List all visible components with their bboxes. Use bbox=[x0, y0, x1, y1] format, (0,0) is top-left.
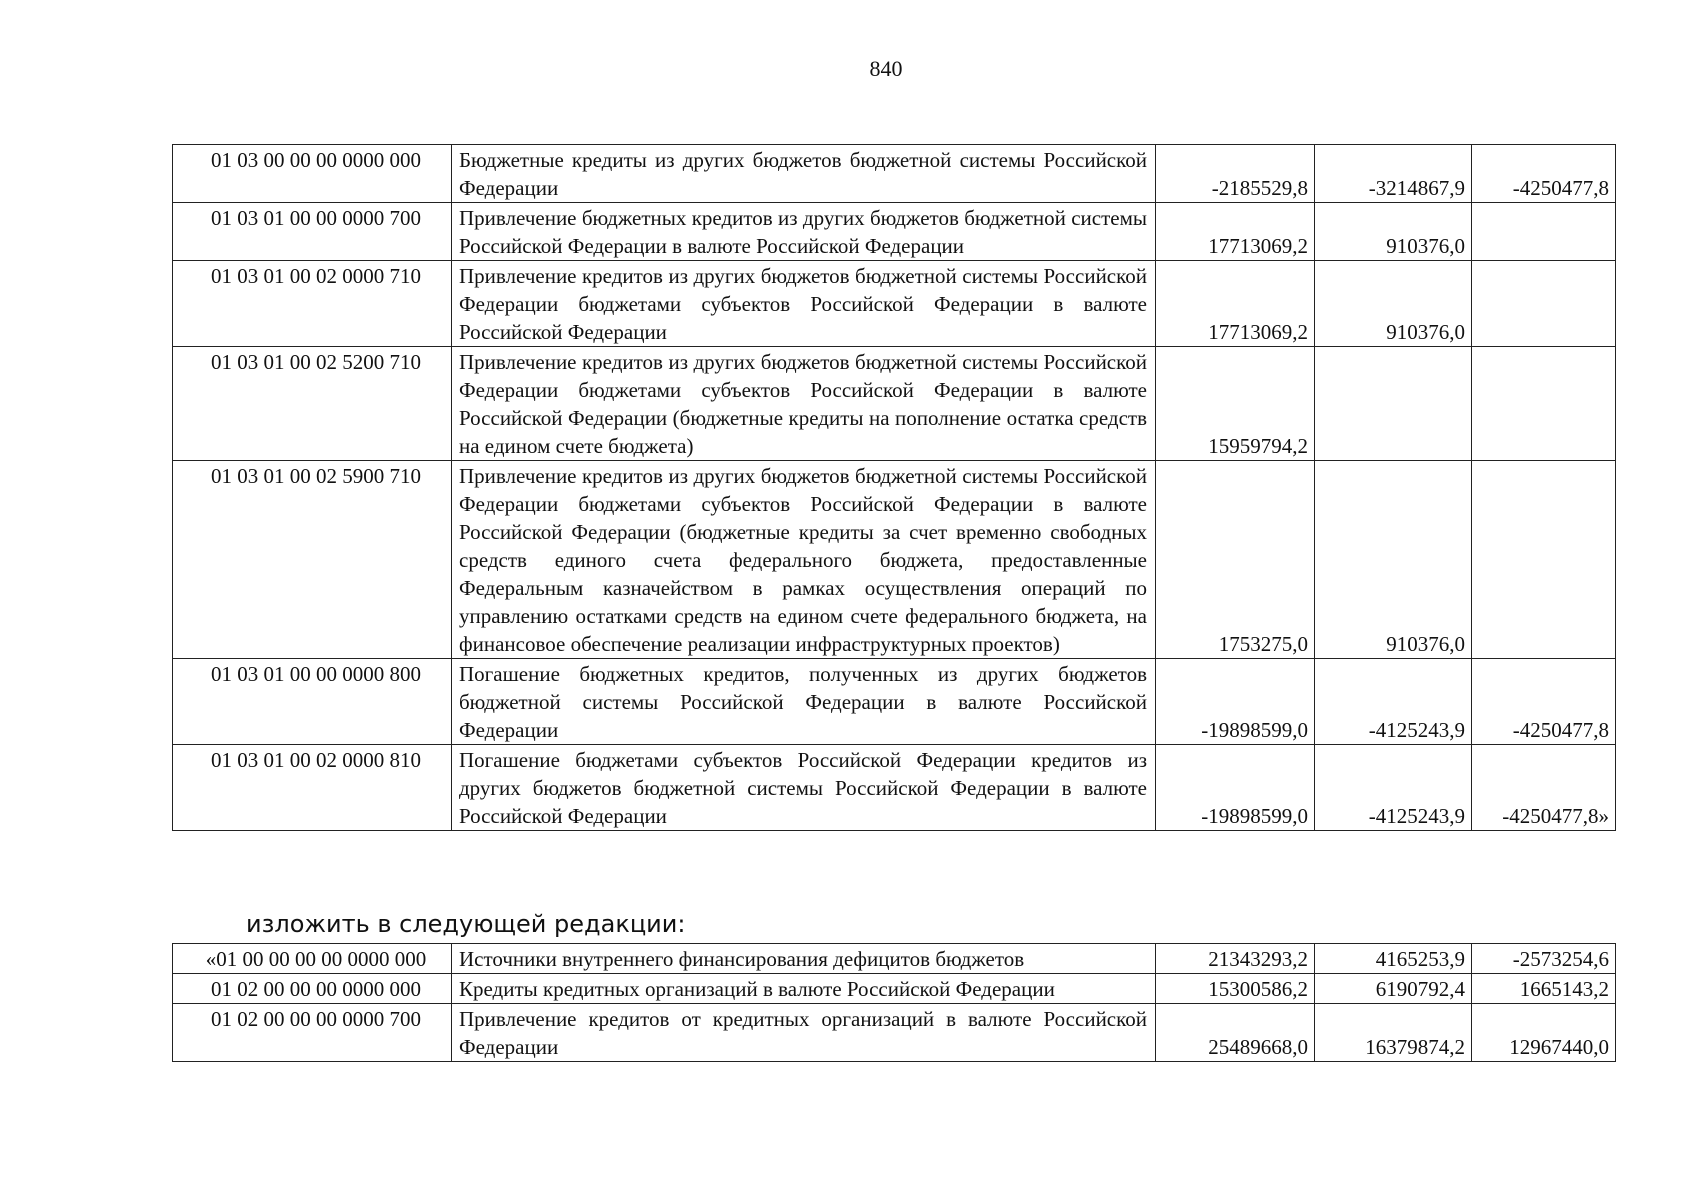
amount-year3-cell bbox=[1472, 261, 1616, 347]
description-cell: Привлечение бюджетных кредитов из других бюджетов бюджетной системы Российской Федерации в валюте Российской Федерации bbox=[452, 203, 1156, 261]
amount-year2-cell: -3214867,9 bbox=[1315, 145, 1472, 203]
amount-year3-cell: 12967440,0 bbox=[1472, 1004, 1616, 1062]
budget-code-cell: «01 00 00 00 00 0000 000 bbox=[173, 944, 452, 974]
amount-year1-cell: 17713069,2 bbox=[1156, 203, 1315, 261]
amount-year2-cell: 910376,0 bbox=[1315, 461, 1472, 659]
amount-year3-cell: -4250477,8» bbox=[1472, 745, 1616, 831]
amount-year1-cell: 15300586,2 bbox=[1156, 974, 1315, 1004]
table-body bbox=[173, 944, 1616, 1062]
table-row bbox=[173, 974, 1616, 1004]
table-row bbox=[173, 659, 1616, 745]
amount-year1-cell: -19898599,0 bbox=[1156, 745, 1315, 831]
budget-code-cell: 01 03 01 00 00 0000 800 bbox=[173, 659, 452, 745]
amount-year2-cell: 910376,0 bbox=[1315, 261, 1472, 347]
amount-year2-cell: -4125243,9 bbox=[1315, 745, 1472, 831]
table-row bbox=[173, 261, 1616, 347]
description-cell: Кредиты кредитных организаций в валюте Российской Федерации bbox=[452, 974, 1156, 1004]
table-body bbox=[173, 145, 1616, 831]
amount-year2-cell: -4125243,9 bbox=[1315, 659, 1472, 745]
budget-code-cell: 01 03 00 00 00 0000 000 bbox=[173, 145, 452, 203]
amount-year3-cell: -4250477,8 bbox=[1472, 145, 1616, 203]
amount-year3-cell: -4250477,8 bbox=[1472, 659, 1616, 745]
table-row bbox=[173, 461, 1616, 659]
description-cell: Погашение бюджетных кредитов, полученных из других бюджетов бюджетной системы Российской Федерации в валюте Российской Федерации bbox=[452, 659, 1156, 745]
amount-year1-cell: -2185529,8 bbox=[1156, 145, 1315, 203]
budget-code-cell: 01 02 00 00 00 0000 700 bbox=[173, 1004, 452, 1062]
amount-year3-cell: -2573254,6 bbox=[1472, 944, 1616, 974]
budget-code-cell: 01 02 00 00 00 0000 000 bbox=[173, 974, 452, 1004]
description-cell: Погашение бюджетами субъектов Российской Федерации кредитов из других бюджетов бюджетной системы Российской Федерации в валюте Российской Федерации bbox=[452, 745, 1156, 831]
budget-code-cell: 01 03 01 00 00 0000 700 bbox=[173, 203, 452, 261]
amount-year2-cell: 16379874,2 bbox=[1315, 1004, 1472, 1062]
amount-year2-cell: 4165253,9 bbox=[1315, 944, 1472, 974]
description-cell: Бюджетные кредиты из других бюджетов бюджетной системы Российской Федерации bbox=[452, 145, 1156, 203]
description-cell: Источники внутреннего финансирования дефицитов бюджетов bbox=[452, 944, 1156, 974]
table-row bbox=[173, 944, 1616, 974]
amount-year3-cell bbox=[1472, 347, 1616, 461]
amount-year1-cell: 21343293,2 bbox=[1156, 944, 1315, 974]
table-row bbox=[173, 1004, 1616, 1062]
amount-year1-cell: 17713069,2 bbox=[1156, 261, 1315, 347]
amount-year1-cell: -19898599,0 bbox=[1156, 659, 1315, 745]
amount-year2-cell bbox=[1315, 347, 1472, 461]
budget-code-cell: 01 03 01 00 02 5200 710 bbox=[173, 347, 452, 461]
description-cell: Привлечение кредитов от кредитных организаций в валюте Российской Федерации bbox=[452, 1004, 1156, 1062]
amount-year3-cell bbox=[1472, 203, 1616, 261]
budget-code-cell: 01 03 01 00 02 0000 810 bbox=[173, 745, 452, 831]
amount-year2-cell: 6190792,4 bbox=[1315, 974, 1472, 1004]
amount-year1-cell: 1753275,0 bbox=[1156, 461, 1315, 659]
table-row bbox=[173, 347, 1616, 461]
amendment-intro-phrase: изложить в следующей редакции: bbox=[246, 910, 686, 938]
table-row bbox=[173, 745, 1616, 831]
table-row bbox=[173, 145, 1616, 203]
amount-year1-cell: 25489668,0 bbox=[1156, 1004, 1315, 1062]
amount-year1-cell: 15959794,2 bbox=[1156, 347, 1315, 461]
description-cell: Привлечение кредитов из других бюджетов бюджетной системы Российской Федерации бюджетами субъектов Российской Федерации в валюте Российской Федерации (бюджетные кредиты за счет временно свободных средств единого счета федерального бюджета, предоставленные Федеральным казначейством в рамках осуществления операций по управлению остатками средств на едином счете федерального бюджета, на финансовое обеспечение реализации инфраструктурных проектов) bbox=[452, 461, 1156, 659]
amount-year3-cell: 1665143,2 bbox=[1472, 974, 1616, 1004]
budget-code-cell: 01 03 01 00 02 0000 710 bbox=[173, 261, 452, 347]
sources-table-new-edition bbox=[172, 943, 1616, 1062]
description-cell: Привлечение кредитов из других бюджетов бюджетной системы Российской Федерации бюджетами субъектов Российской Федерации в валюте Российской Федерации (бюджетные кредиты на пополнение остатка средств на едином счете бюджета) bbox=[452, 347, 1156, 461]
description-cell: Привлечение кредитов из других бюджетов бюджетной системы Российской Федерации бюджетами субъектов Российской Федерации в валюте Российской Федерации bbox=[452, 261, 1156, 347]
amount-year2-cell: 910376,0 bbox=[1315, 203, 1472, 261]
budget-code-cell: 01 03 01 00 02 5900 710 bbox=[173, 461, 452, 659]
amount-year3-cell bbox=[1472, 461, 1616, 659]
sources-table-current bbox=[172, 144, 1616, 831]
page-number: 840 bbox=[869, 56, 903, 81]
table-row bbox=[173, 203, 1616, 261]
